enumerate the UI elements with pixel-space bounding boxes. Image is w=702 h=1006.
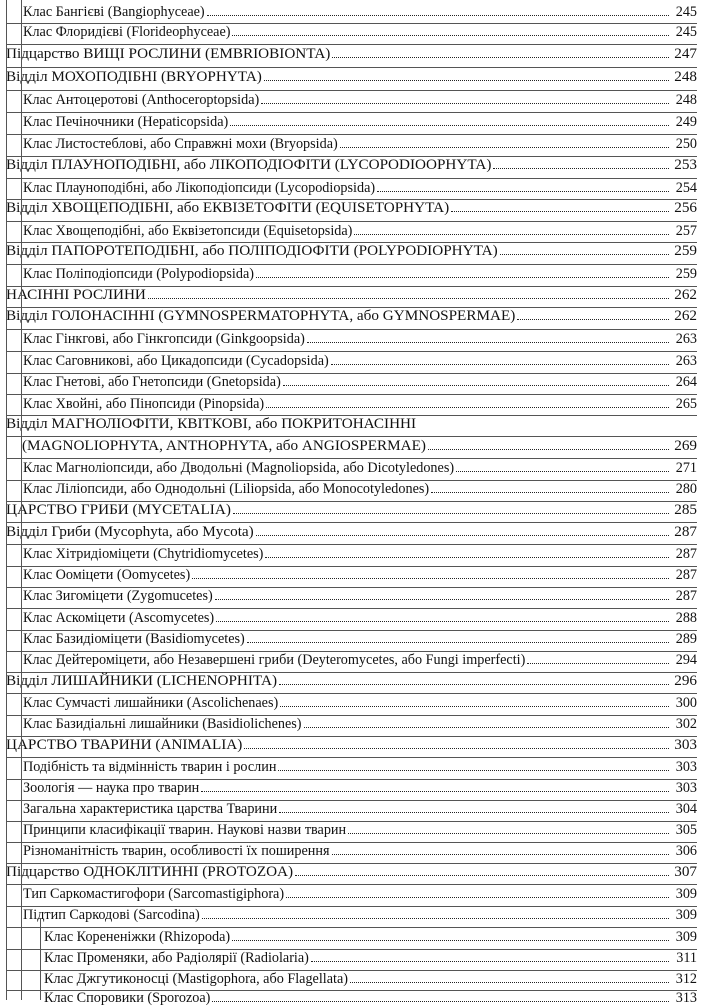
- toc-entry: [6, 157, 697, 173]
- toc-entry: [23, 822, 697, 838]
- leader-dots: [286, 896, 669, 898]
- toc-entry-page: 247: [674, 45, 697, 62]
- row-divider: [6, 693, 697, 694]
- toc-entry: [6, 287, 697, 303]
- toc-entry-label: Відділ МОХОПОДІБНІ (BRYOPHYTA): [6, 68, 262, 85]
- leader-dots: [232, 939, 669, 941]
- toc-entry-page: 300: [675, 695, 697, 711]
- leader-dots: [212, 1000, 669, 1002]
- toc-entry-page: 269: [674, 437, 697, 454]
- toc-entry-page: 254: [675, 180, 697, 196]
- toc-entry-label: Клас Саговникові, або Цикадопсиди (Cycadopsida): [23, 353, 329, 369]
- toc-entry-label: Клас Листостеблові, або Справжні мохи (Bryopsida): [23, 136, 338, 152]
- toc-entry-label: Клас Базидіальні лишайники (Basidiolichenes): [23, 716, 302, 732]
- toc-entry-label: Підтип Саркодові (Sarcodina): [23, 907, 200, 923]
- row-divider: [6, 927, 697, 928]
- toc-entry-page: 312: [675, 971, 697, 987]
- toc-entry-label: Подібність та відмінність тварин і рослин: [23, 759, 277, 775]
- leader-dots: [348, 832, 669, 834]
- leader-dots: [256, 534, 669, 536]
- leader-dots: [215, 598, 669, 600]
- row-divider: [6, 112, 697, 113]
- leader-dots: [350, 981, 669, 983]
- toc-entry-page: 245: [675, 4, 697, 20]
- leader-dots: [331, 363, 669, 365]
- leader-dots: [456, 470, 669, 472]
- toc-entry-page: 263: [675, 353, 697, 369]
- toc-entry-label: Клас Корененіжки (Rhizopoda): [44, 929, 231, 945]
- leader-dots: [354, 233, 669, 235]
- row-divider: [6, 221, 697, 222]
- toc-entry-page: 313: [675, 990, 697, 1006]
- toc-entry-label: ЦАРСТВО ГРИБИ (MYCETALIA): [6, 501, 231, 518]
- toc-entry: [23, 114, 697, 130]
- toc-entry-page: 304: [675, 801, 697, 817]
- toc-entry-page: 287: [674, 523, 697, 540]
- toc-entry-label: Клас Джгутиконосці (Mastigophora, або Flagellata): [44, 971, 348, 987]
- toc-entry-page: 285: [674, 501, 697, 518]
- row-divider: [6, 264, 697, 265]
- leader-dots: [527, 662, 669, 664]
- toc-entry: [23, 801, 697, 817]
- leader-dots: [230, 124, 669, 126]
- toc-entry-label: ЦАРСТВО ТВАРИНИ (ANIMALIA): [6, 736, 243, 753]
- toc-entry-label: (MAGNOLIOPHYTA, ANTHOPHYTA, або ANGIOSPERMAE): [22, 437, 426, 454]
- leader-dots: [307, 341, 669, 343]
- toc-entry-page: 305: [675, 822, 697, 838]
- toc-entry: [22, 438, 697, 454]
- toc-entry-label: Відділ ПАПОРОТЕПОДІБНІ, або ПОЛІПОДІОФІТИ (POLYPODIOPHYTA): [6, 242, 498, 259]
- toc-entry-page: 294: [675, 652, 697, 668]
- toc-entry: [23, 886, 697, 902]
- leader-dots: [428, 448, 669, 450]
- toc-entry: [23, 759, 697, 775]
- toc-entry-label: Відділ Гриби (Mycophyta, або Mycota): [6, 523, 254, 540]
- toc-entry: [6, 737, 697, 753]
- toc-entry: [23, 567, 697, 583]
- toc-entry: [23, 223, 697, 239]
- toc-entry-page: 257: [675, 223, 697, 239]
- leader-dots: [232, 34, 669, 36]
- toc-entry: [44, 971, 697, 987]
- toc-entry-label: Відділ ЛИШАЙНИКИ (LICHENOPHITA): [6, 672, 278, 689]
- leader-dots: [261, 102, 669, 104]
- leader-dots: [431, 491, 669, 493]
- toc-entry: [23, 631, 697, 647]
- leader-dots: [256, 276, 669, 278]
- toc-entry: [6, 200, 697, 216]
- toc-entry-page: 271: [675, 460, 697, 476]
- toc-entry: [23, 481, 697, 497]
- toc-entry: [23, 180, 697, 196]
- toc-entry-label: Клас Ліліопсиди, або Однодольні (Liliopsida, або Monocotyledones): [23, 481, 430, 497]
- toc-entry-page: 256: [674, 199, 697, 216]
- toc-entry-page: 303: [674, 736, 697, 753]
- leader-dots: [340, 146, 669, 148]
- toc-entry: [6, 46, 697, 62]
- toc-entry-page: 245: [675, 24, 697, 40]
- leader-dots: [192, 577, 669, 579]
- toc-entry: [6, 416, 697, 432]
- toc-entry: [23, 610, 697, 626]
- toc-entry-page: 303: [675, 759, 697, 775]
- row-divider: [6, 608, 697, 609]
- leader-dots: [517, 318, 669, 320]
- toc-entry: [23, 460, 697, 476]
- leader-dots: [500, 253, 669, 255]
- toc-entry-label: Відділ ХВОЩЕПОДІБНІ, або ЕКВІЗЕТОФІТИ (EQUISETOPHYTA): [6, 199, 450, 216]
- toc-entry-label: НАСІННІ РОСЛИНИ: [6, 286, 146, 303]
- toc-entry-page: 263: [675, 331, 697, 347]
- toc-entry: [23, 396, 697, 412]
- leader-dots: [279, 683, 669, 685]
- leader-dots: [264, 79, 669, 81]
- toc-entry-page: 248: [675, 92, 697, 108]
- indent-guide-line: [21, 0, 22, 1000]
- toc-entry: [23, 652, 697, 668]
- toc-entry-page: 309: [675, 886, 697, 902]
- leader-dots: [201, 790, 669, 792]
- toc-entry-label: Відділ ПЛАУНОПОДІБНІ, або ЛІКОПОДІОФІТИ (LYCOPODIOOPHYTA): [6, 156, 492, 173]
- toc-entry: [23, 780, 697, 796]
- toc-entry-page: 264: [675, 374, 697, 390]
- toc-entry-label: Клас Ооміцети (Oomycetes): [23, 567, 191, 583]
- toc-entry-page: 303: [675, 780, 697, 796]
- toc-entry-page: 306: [675, 843, 697, 859]
- toc-entry: [23, 546, 697, 562]
- row-divider: [6, 394, 697, 395]
- toc-entry: [23, 266, 697, 282]
- leader-dots: [148, 297, 669, 299]
- toc-entry-label: Відділ ГОЛОНАСІННІ (GYMNOSPERMATOPHYTA, або GYMNOSPERMAE): [6, 307, 516, 324]
- toc-entry-label: Клас Магноліопсиди, або Дводольні (Magnoliopsida, або Dicotyledones): [23, 460, 455, 476]
- toc-entry-label: Підцарство ОДНОКЛІТИННІ (PROTOZOA): [6, 863, 294, 880]
- row-divider: [6, 90, 697, 91]
- toc-entry-page: 287: [675, 546, 697, 562]
- toc-entry-label: Клас Гінкгові, або Гінкгопсиди (Ginkgoopsida): [23, 331, 305, 347]
- leader-dots: [202, 917, 669, 919]
- leader-dots: [266, 406, 669, 408]
- leader-dots: [332, 56, 669, 58]
- toc-entry: [44, 950, 697, 966]
- toc-entry-label: Клас Печіночники (Hepaticopsida): [23, 114, 229, 130]
- row-divider: [6, 458, 697, 459]
- toc-entry-page: 262: [674, 307, 697, 324]
- toc-entry-label: Зоологія — наука про тварин: [23, 780, 200, 796]
- leader-dots: [283, 384, 669, 386]
- toc-entry-label: Загальна характеристика царства Тварини: [23, 801, 278, 817]
- toc-entry: [23, 716, 697, 732]
- toc-entry-label: Відділ МАГНОЛІОФІТИ, КВІТКОВІ, або ПОКРИТОНАСІННІ: [6, 415, 417, 432]
- toc-entry: [6, 524, 697, 540]
- toc-entry-label: Клас Дейтероміцети, або Незавершені гриби (Deyteromycetes, або Fungi imperfecti): [23, 652, 526, 668]
- toc-entry: [6, 864, 697, 880]
- leader-dots: [216, 620, 669, 622]
- leader-dots: [451, 210, 669, 212]
- toc-entry-page: 249: [675, 114, 697, 130]
- toc-entry-label: Клас Хвойні, або Пінопсиди (Pinopsida): [23, 396, 265, 412]
- toc-entry: [23, 374, 697, 390]
- leader-dots: [207, 14, 669, 16]
- toc-entry-label: Підцарство ВИЩІ РОСЛИНИ (EMBRIOBIONTA): [6, 45, 331, 62]
- row-divider: [6, 351, 697, 352]
- toc-entry-page: 311: [676, 950, 697, 966]
- toc-entry-label: Клас Базидіоміцети (Basidiomycetes): [23, 631, 245, 647]
- leader-dots: [311, 960, 669, 962]
- toc-entry-page: 253: [674, 156, 697, 173]
- toc-entry-page: 289: [675, 631, 697, 647]
- row-divider: [6, 544, 697, 545]
- leader-dots: [493, 167, 669, 169]
- leader-dots: [295, 874, 669, 876]
- row-divider: [6, 178, 697, 179]
- toc-entry-page: 309: [675, 929, 697, 945]
- toc-entry: [23, 92, 697, 108]
- leader-dots: [247, 641, 669, 643]
- toc-entry: [23, 843, 697, 859]
- toc-entry-page: 250: [675, 136, 697, 152]
- toc-entry: [23, 695, 697, 711]
- toc-entry-label: Клас Флоридієві (Florideophyceae): [23, 24, 231, 40]
- row-divider: [6, 757, 697, 758]
- row-divider: [6, 884, 697, 885]
- toc-entry-page: 262: [674, 286, 697, 303]
- toc-entry-page: 296: [674, 672, 697, 689]
- toc-entry-label: Клас Поліподіопсиди (Polypodiopsida): [23, 266, 254, 282]
- toc-entry: [23, 4, 697, 20]
- leader-dots: [233, 512, 669, 514]
- toc-entry-label: Різноманітність тварин, особливості їх поширення: [23, 843, 330, 859]
- toc-entry-page: 302: [675, 716, 697, 732]
- leader-dots: [244, 747, 669, 749]
- left-border-line: [6, 0, 7, 1000]
- leader-dots: [279, 811, 669, 813]
- toc-entry-label: Клас Хвощеподібні, або Еквізетопсиди (Equisetopsida): [23, 223, 353, 239]
- leader-dots: [278, 769, 669, 771]
- toc-entry-label: Клас Зигоміцети (Zygomucetes): [23, 588, 213, 604]
- toc-entry-page: 287: [675, 567, 697, 583]
- toc-entry: [23, 907, 697, 923]
- toc-entry: [44, 990, 697, 1006]
- toc-entry-page: 265: [675, 396, 697, 412]
- toc-entry-label: Тип Саркомастигофори (Sarcomastigiphora): [23, 886, 285, 902]
- toc-entry-page: 259: [675, 266, 697, 282]
- toc-entry-label: Клас Бангієві (Bangiophyceae): [23, 4, 205, 20]
- toc-entry-page: 259: [674, 242, 697, 259]
- toc-entry: [23, 588, 697, 604]
- toc-entry: [6, 243, 697, 259]
- leader-dots: [265, 556, 669, 558]
- leader-dots: [377, 190, 669, 192]
- toc-entry: [23, 24, 697, 40]
- toc-entry: [6, 502, 697, 518]
- toc-entry-page: 248: [674, 68, 697, 85]
- row-divider: [6, 134, 697, 135]
- toc-entry-page: 307: [674, 863, 697, 880]
- toc-entry-label: Клас Променяки, або Радіолярії (Radiolaria): [44, 950, 309, 966]
- toc-entry-label: Клас Аскоміцети (Ascomycetes): [23, 610, 215, 626]
- indent-guide-line-2: [40, 918, 41, 1000]
- toc-entry-label: Принципи класифікації тварин. Наукові назви тварин: [23, 822, 347, 838]
- toc-entry-page: 280: [675, 481, 697, 497]
- toc-entry-page: 287: [675, 588, 697, 604]
- leader-dots: [332, 853, 670, 855]
- toc-entry: [6, 673, 697, 689]
- toc-entry-page: 288: [675, 610, 697, 626]
- toc-entry: [23, 136, 697, 152]
- toc-entry-label: Клас Споровики (Sporozoa): [44, 990, 211, 1006]
- toc-entry-label: Клас Сумчасті лишайники (Ascolichenaes): [23, 695, 279, 711]
- toc-entry-label: Клас Плауноподібні, або Лікоподіопсиди (Lycopodiopsida): [23, 180, 376, 196]
- toc-entry: [23, 353, 697, 369]
- leader-dots: [304, 726, 669, 728]
- toc-entry: [6, 69, 697, 85]
- toc-entry: [6, 308, 697, 324]
- leader-dots: [280, 705, 669, 707]
- toc-entry: [44, 929, 697, 945]
- toc-entry-label: Клас Гнетові, або Гнетопсиди (Gnetopsida): [23, 374, 281, 390]
- row-divider: [6, 329, 697, 330]
- toc-entry: [23, 331, 697, 347]
- toc-entry-page: 309: [675, 907, 697, 923]
- toc-entry-label: Клас Антоцеротові (Anthoceroptopsida): [23, 92, 260, 108]
- toc-entry-label: Клас Хітридіоміцети (Chytridiomycetes): [23, 546, 264, 562]
